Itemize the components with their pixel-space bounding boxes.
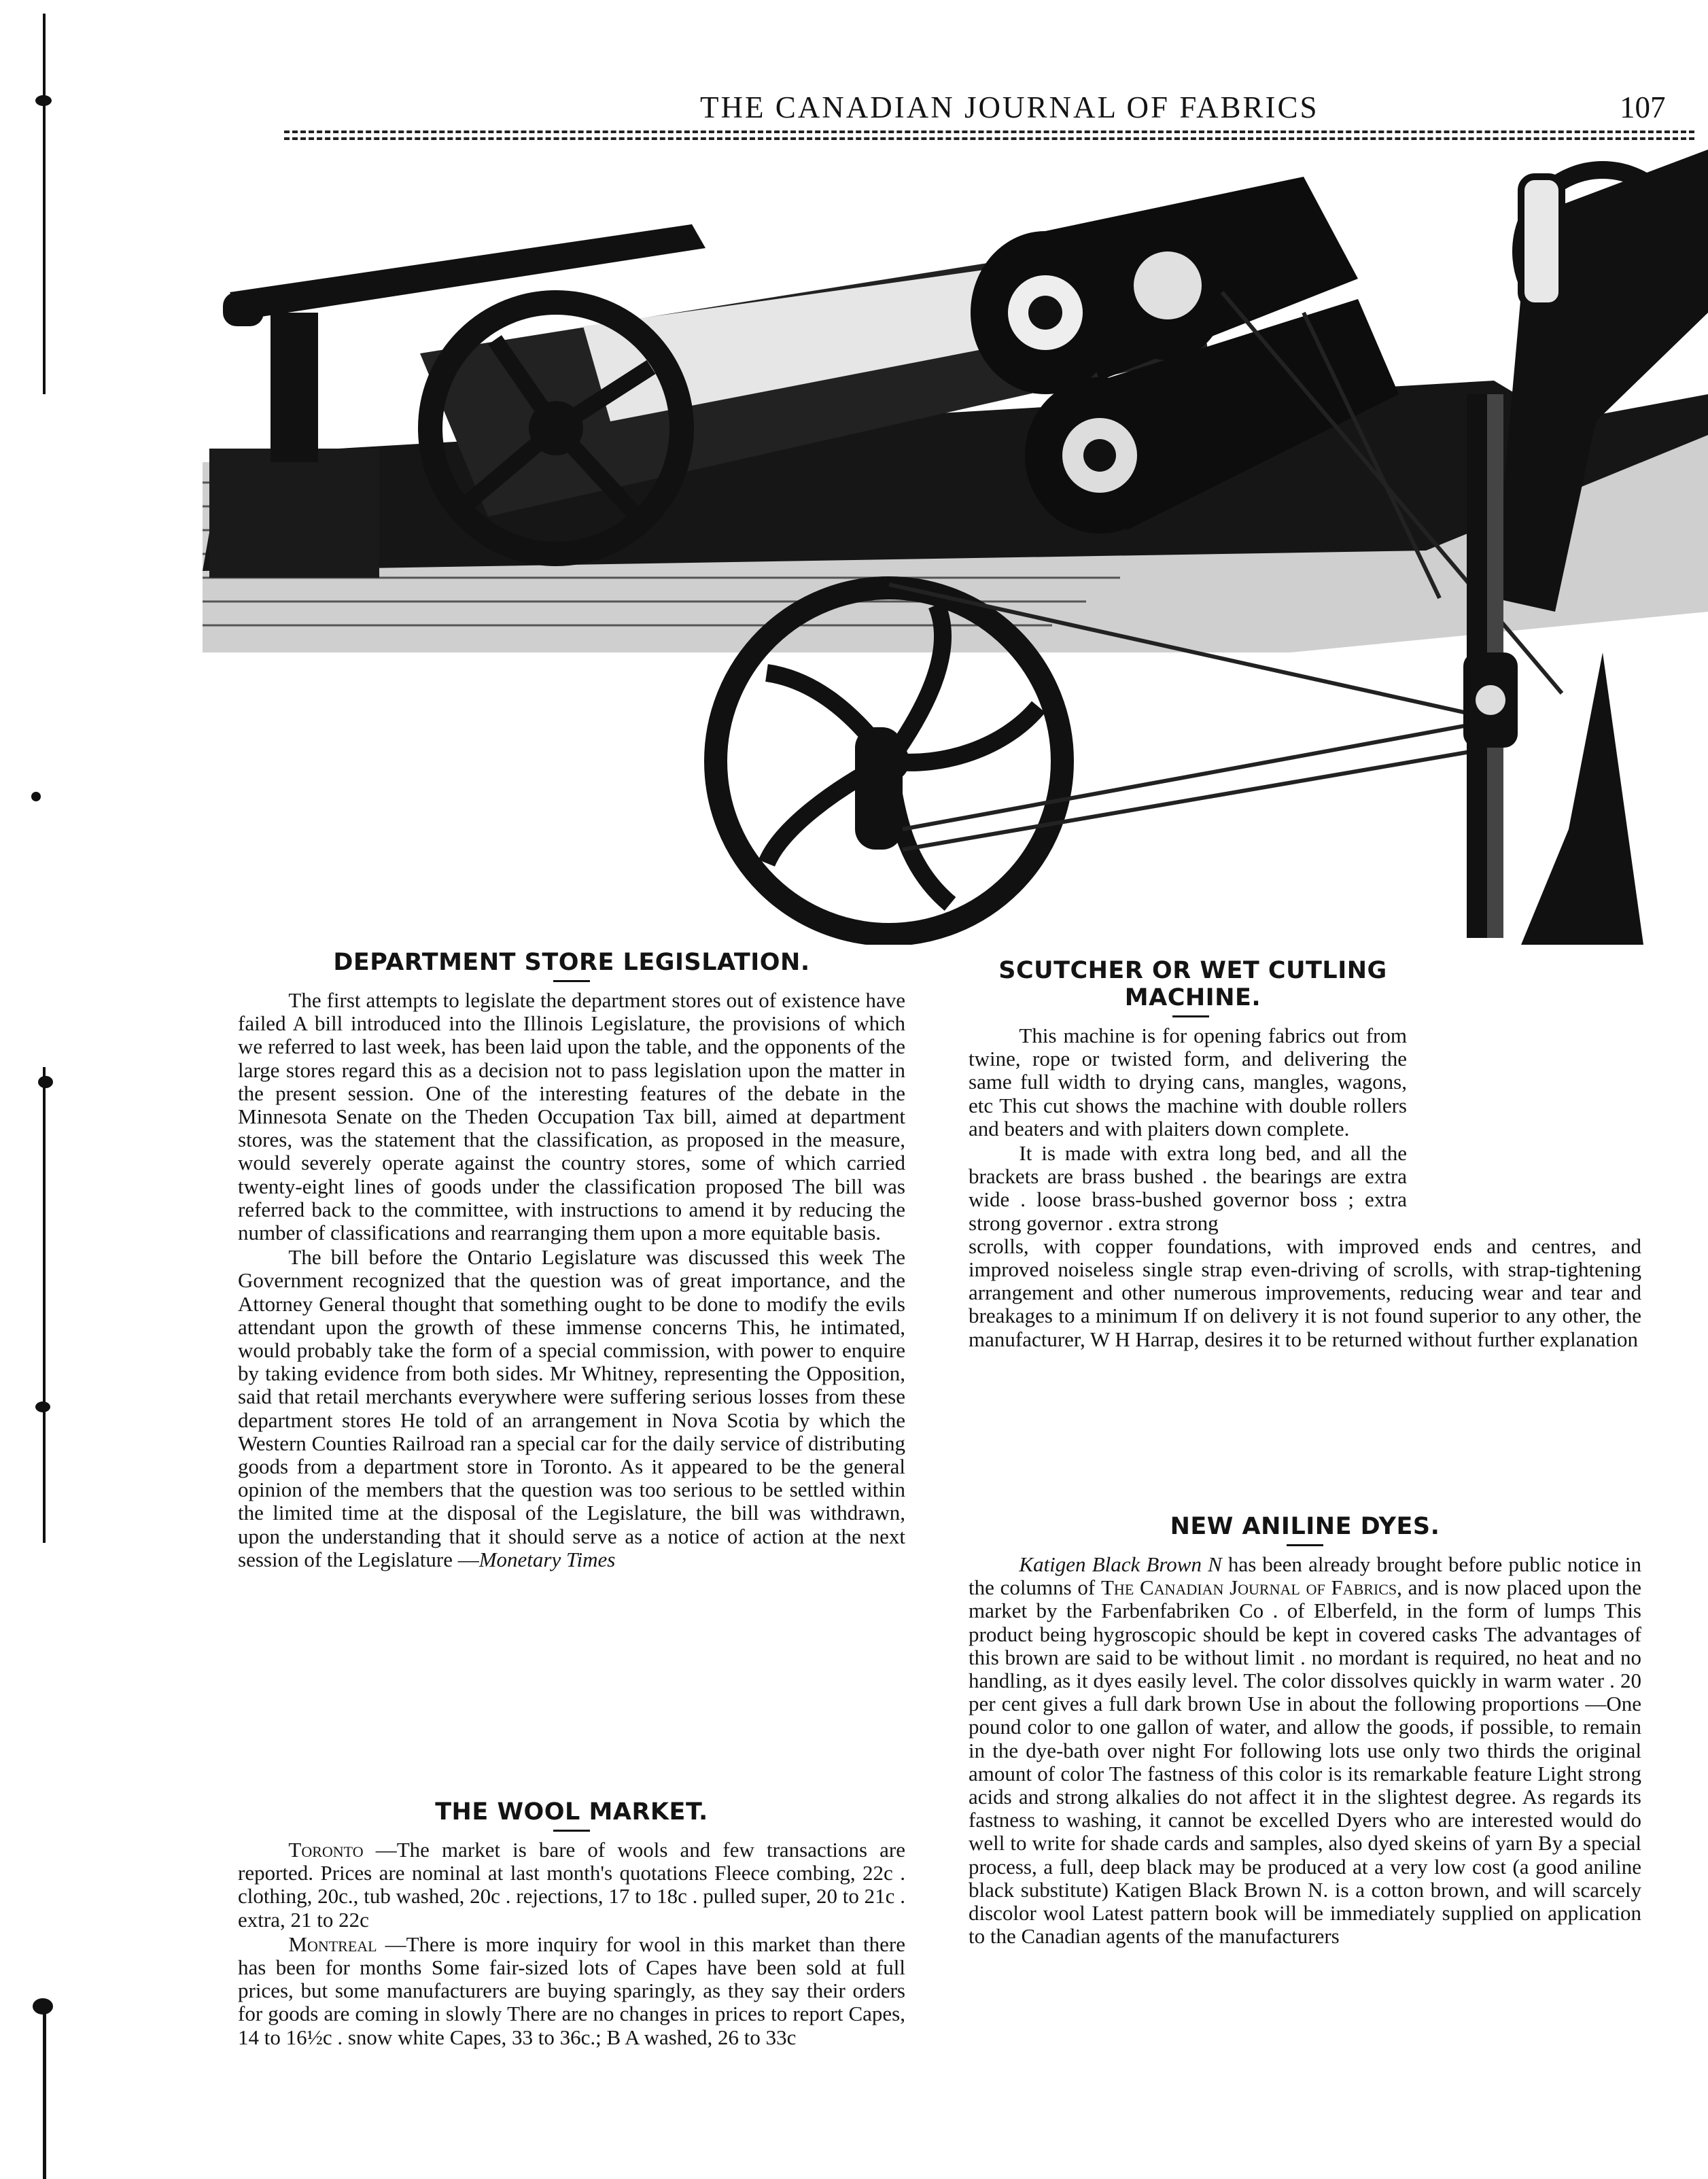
paragraph-text: has been already brought before public notice in the columns of xyxy=(969,1552,1641,1600)
article-paragraph-continued: scrolls, with copper foundations, with improved ends and centres, and improved noiseless single strap even-driving of scrolls, with strap-tightening arrangement and other numerous improvements, reducing wear and tear and breakages to a minimum If on delivery it is not found superior to any other, the manufacturer, W H Harrap, desires it to be returned without further explanation xyxy=(969,1234,1641,1351)
scutcher-machine-illustration xyxy=(203,136,1708,945)
margin-binding-line xyxy=(43,2012,46,2179)
article-title: THE WOOL MARKET. xyxy=(435,1798,708,1826)
article-paragraph: The first attempts to legislate the department stores out of existence have failed A bill introduced into the Illinois Legislature, the provisions of which we referred to last week, has been laid upon the table, and the opponents of the large stores regard this as a decision not to pass legislation upon the matter in the present session. One of the interesting features of the debate in the Minnesota Senate on the Theden Occupation Tax bill, aimed at department stores, was the statement that the classification, as proposed in the measure, would severely operate against the country stores, some of which carried twenty-eight lines of goods under the classification proposed The bill was referred back to the committee, with instructions to amend it by reducing the number of classifications and rearranging them upon a more equitable basis. xyxy=(238,988,905,1245)
paragraph-text: The bill before the Ontario Legislature was discussed this week The Government recognized that the question was of great importance, and the Attorney General thought that something ought to be done to modify the evils attendant upon the growth of these immense concerns This, he intimated, would probably take the form of a special commission, with power to enquire by taking evidence from both sides. Mr Whitney, representing the Opposition, said that retail merchants everywhere were suffering serious losses from these department stores He told of an arrangement in Nova Scotia by which the Western Counties Railroad ran a special car for the daily service of distributing goods from a department store in Toronto. As it appeared to be the general opinion of the members that the question was too serious to be settled within the limited time at the disposal of the Legislature, the bill was withdrawn, upon the understanding that it should serve as a notice of action at the next session of the Legislature — xyxy=(238,1245,905,1571)
running-head: THE CANADIAN JOURNAL OF FABRICS xyxy=(700,90,1319,124)
heading-rule xyxy=(553,1830,590,1832)
report-text: —The market is bare of wools and few transactions are reported. Prices are nominal at last month's quotations Fleece combing, 22c . clothing, 20c., tub washed, 20c . rejections, 17 to 18c . pulled super, 20 to 21c . extra, 21 to 22c xyxy=(238,1838,905,1932)
article-paragraph: It is made with extra long bed, and all the brackets are brass bushed . the bearings are extra wide . loose brass-bushed governor boss ; extra strong governor . extra strong xyxy=(969,1141,1407,1235)
margin-dot xyxy=(38,1076,53,1088)
city-label: Toronto xyxy=(288,1838,364,1862)
margin-binding-line xyxy=(43,14,46,394)
article-paragraph: This machine is for opening fabrics out from twine, rope or twisted form, and delivering the same full width to drying cans, mangles, wagons, etc This cut shows the machine with double rollers and beaters and with plaiters down complete. xyxy=(969,1024,1407,1140)
article-paragraph xyxy=(969,1553,1641,1948)
margin-binding-line xyxy=(43,1067,46,1543)
paragraph-text: , and is now placed upon the market by the Farbenfabriken Co . of Elberfeld, in the form of lumps This product being hygroscopic should be kept in covered casks The advantages of this brown are said to be without limit . no mordant is required, no heat and no handling, as it dyes easily level. The color dissolves quickly in warm water . 20 per cent gives a full dark brown Use in about the following proportions —One pound color to one gallon of water, and allow the goods, if possible, to remain in the dye-bath over night For following lots use only two thirds the original amount of color The fastness of this color is its remarkable feature Light strong acids and strong alkalies do not affect it in the slightest degree. As regards its fastness to washing, it cannot be excelled Dyers who are interested would do well to write for shade cards and samples, also dyed skeins of yarn By a special process, a full, deep black may be produced at a very low cost (a good aniline black substitute) Katigen Black Brown N. is a cotton brown, and will scarcely discolor wool Latest pattern book will be immediately supplied on application to the Canadian agents of the manufacturers xyxy=(969,1575,1641,1949)
margin-dot xyxy=(35,1401,50,1412)
market-report-montreal xyxy=(238,1933,905,2049)
scutcher-article xyxy=(969,957,1641,1351)
report-text: —There is more inquiry for wool in this market than there has been for months Some fair-sized lots of Capes have been sold at full prices, but some manufacturers are buying sparingly, as they say their orders for goods are coming in slowly There are no changes in prices to report Capes, 14 to 16½c . snow white Capes, 33 to 36c.; B A washed, 26 to 33c xyxy=(238,1932,905,2049)
heading-rule xyxy=(553,980,590,982)
source-credit: Monetary Times xyxy=(478,1547,616,1571)
header-rule xyxy=(284,130,1694,133)
heading-rule xyxy=(1287,1544,1323,1546)
article-title: DEPARTMENT STORE LEGISLATION. xyxy=(333,949,810,976)
department-store-article xyxy=(238,949,905,1571)
article-paragraph xyxy=(238,1246,905,1571)
heading-rule xyxy=(1172,1015,1209,1017)
article-title: NEW ANILINE DYES. xyxy=(1170,1513,1440,1540)
market-report-toronto xyxy=(238,1838,905,1932)
margin-dot xyxy=(33,1998,53,2015)
wool-market-article xyxy=(238,1798,905,2049)
page-number: 107 xyxy=(1620,90,1666,124)
margin-dot xyxy=(31,792,41,801)
product-name: Katigen Black Brown N xyxy=(1019,1552,1222,1576)
city-label: Montreal xyxy=(288,1932,377,1956)
article-title: SCUTCHER OR WET CUTLING MACHINE. xyxy=(998,957,1387,1011)
aniline-dyes-article xyxy=(969,1513,1641,1948)
margin-dot xyxy=(35,95,52,106)
journal-name: The Canadian Journal of Fabrics xyxy=(1101,1575,1397,1600)
